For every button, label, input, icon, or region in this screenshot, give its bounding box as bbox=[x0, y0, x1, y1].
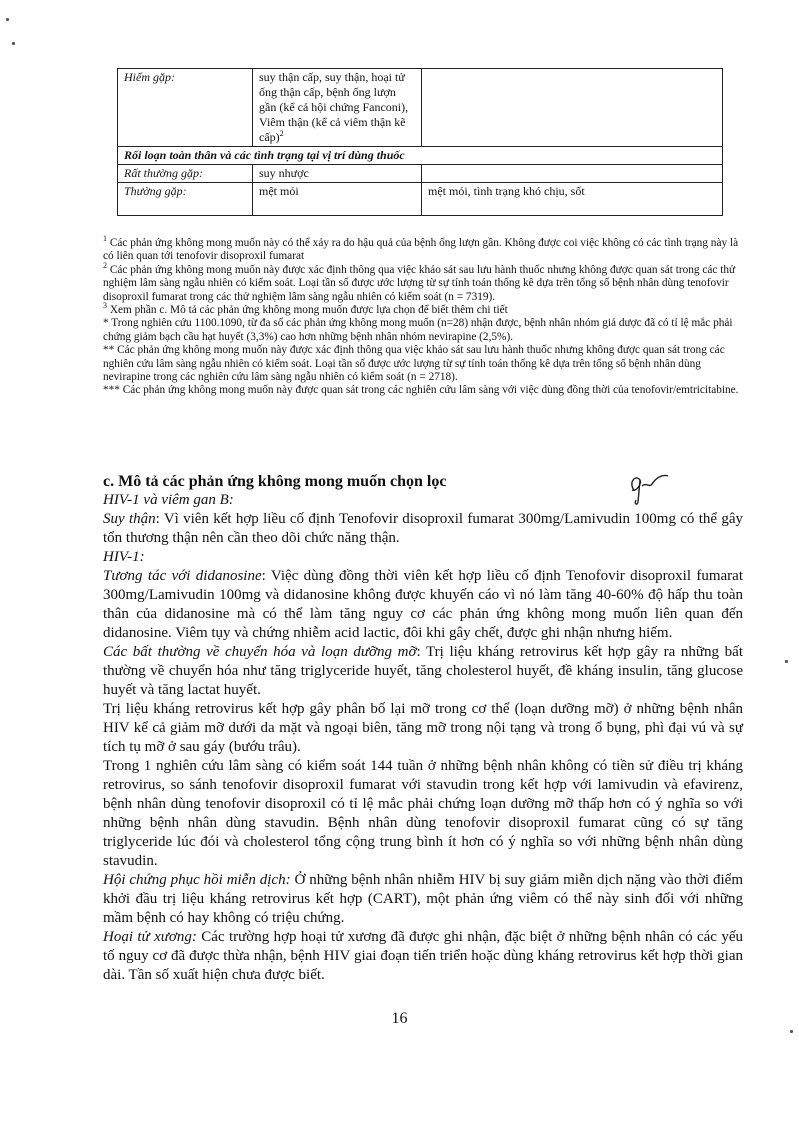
trial-paragraph: Trong 1 nghiên cứu lâm sàng có kiểm soát 144 tuần ở những bệnh nhân không có tiền sử điều trị kháng retrovirus, so sánh tenofovir disoproxil fumarat với stavudin trong kết hợp với lamivudin và efavirenz, bệnh nhân dùng tenofovir disoproxil có tỉ lệ mắc phải chứng loạn dưỡng mỡ thấp hơn có ý nghĩa so với những bệnh nhân dùng stavudin. Bệnh nhân dùng tenofovir disoproxil fumarat cũng có sự tăng triglyceride lúc đói và cholesterol tổng cộng trung bình ít hơn có ý nghĩa so với những bệnh nhân dùng stavudin. bbox=[103, 758, 743, 869]
reaction-cell bbox=[422, 165, 723, 183]
scan-speck bbox=[790, 1030, 793, 1033]
frequency-cell: Hiếm gặp: bbox=[118, 69, 253, 147]
table-section-heading: Rối loạn toàn thân và các tình trạng tại vị trí dùng thuốc bbox=[118, 147, 723, 165]
footnote-star-3: *** Các phản ứng không mong muốn này được quan sát trong các nghiên cứu lâm sàng với việc dùng đồng thời của tenofovir/emtricitabine. bbox=[103, 384, 739, 397]
footnotes bbox=[103, 234, 739, 398]
section-heading: c. Mô tả các phản ứng không mong muốn chọn lọc bbox=[103, 473, 447, 490]
footnote-star-2: ** Các phản ứng không mong muốn này được xác định thông qua việc khảo sát sau lưu hành thuốc nhưng không được quan sát trong các nghiên cứu lâm sàng ngẫu nhiên có kiểm soát. Loại tần số được ước lượng từ sự tính toán thống kê dựa trên tổng số bệnh nhân dùng nevirapine trong các nghiên cứu lâm sàng ngẫu nhiên có kiểm soát (n = 2718). bbox=[103, 344, 725, 384]
reaction-cell: mệt mỏi bbox=[253, 183, 422, 216]
didanosine-paragraph: Tương tác với didanosine: Việc dùng đồng thời viên kết hợp liều cố định Tenofovir disoproxil fumarat 300mg/Lamivudin 100mg và didanosine không được khuyến cáo vì nó làm tăng 40-60% độ hấp thu toàn thân của didanosine mà có thể làm tăng nguy cơ các phản ứng không mong muốn liên quan đến didanosine. Viêm tụy và chứng nhiễm acid lactic, đôi khi gây chết, được ghi nhận nhưng hiếm. bbox=[103, 568, 743, 641]
iris-paragraph: Hội chứng phục hồi miễn dịch: Ở những bệnh nhân nhiễm HIV bị suy giảm miễn dịch nặng vào thời điểm khởi đầu trị liệu kháng retrovirus kết hợp (CART), một phản ứng viêm có thể này sinh đối với những mầm bệnh có hay không có triệu chứng. bbox=[103, 872, 743, 926]
footnote-1: $^1$ Các phản ứng không mong muốn này có thể xảy ra do hậu quả của bệnh ống lượn gần. Không được coi việc không có các tình trạng này là có liên quan tới tenofovir disoproxil fumarat bbox=[103, 234, 739, 263]
frequency-cell: Thường gặp: bbox=[118, 183, 253, 216]
lipodystrophy-paragraph: Trị liệu kháng retrovirus kết hợp gây phân bố lại mỡ trong cơ thể (loạn dưỡng mỡ) ở những bệnh nhân HIV kể cả giảm mỡ dưới da mặt và ngoại biên, tăng mỡ trong nội tạng và trong ổ bụng, phì đại vú và sự tích tụ mỡ ở sau gáy (bướu trâu). bbox=[103, 701, 743, 755]
page-number: 16 bbox=[391, 1010, 408, 1027]
reaction-cell: mệt mỏi, tình trạng khó chịu, sốt bbox=[422, 183, 723, 216]
footnote-star-1: * Trong nghiên cứu 1100.1090, từ đa số các phản ứng không mong muốn (n=28) nhận được, bệnh nhân nhóm giả dược đã có tỉ lệ mắc phải chứng giảm bạch cầu hạt huyết (3,3%) cao hơn những bệnh nhân nhóm nevirapine (2,5%). bbox=[103, 317, 733, 343]
subheading-hiv-hbv: HIV-1 và viêm gan B: bbox=[103, 492, 234, 508]
reaction-cell: suy thận cấp, suy thận, hoại tử ống thận cấp, bệnh ống lượn gần (kể cả hội chứng Fanconi), Viêm thận (kể cả viêm thận kẽ cấp)$^2$ bbox=[253, 69, 422, 147]
footnote-2: $^2$ Các phản ứng không mong muốn này được xác định thông qua việc khảo sát sau lưu hành thuốc nhưng không được quan sát trong các thử nghiệm lâm sàng ngẫu nhiên có kiểm soát. Loại tần số được ước lượng từ sự tính toán thống kê dựa trên tổng số bệnh nhân dùng tenofovir disoproxil fumarat trong các thử nghiệm lâm sàng ngẫu nhiên có kiểm soát (n = 7319). bbox=[103, 261, 736, 303]
renal-paragraph: Suy thận: Vì viên kết hợp liều cố định Tenofovir disoproxil fumarat 300mg/Lamivudin 100mg có thể gây tổn thương thận nên cần theo dõi chức năng thận. bbox=[103, 511, 743, 546]
table-section-row bbox=[118, 147, 723, 165]
scan-speck bbox=[6, 18, 9, 21]
adverse-reactions-table bbox=[117, 68, 723, 216]
scan-speck bbox=[785, 660, 788, 663]
reaction-cell bbox=[422, 69, 723, 147]
frequency-cell: Rất thường gặp: bbox=[118, 165, 253, 183]
selected-adverse-reactions-section bbox=[103, 472, 743, 985]
table-row bbox=[118, 165, 723, 183]
subheading-hiv: HIV-1: bbox=[103, 549, 145, 565]
table-row bbox=[118, 183, 723, 216]
scan-speck bbox=[12, 42, 15, 45]
reaction-cell: suy nhược bbox=[253, 165, 422, 183]
footnote-3: $^3$ Xem phần c. Mô tả các phản ứng không mong muốn được lựa chọn để biết thêm chi tiết bbox=[103, 301, 508, 317]
metabolic-paragraph: Các bất thường về chuyển hóa và loạn dưỡng mỡ: Trị liệu kháng retrovirus kết hợp gây ra những bất thường về chuyển hóa như tăng triglyceride huyết, tăng cholesterol huyết, đề kháng insulin, tăng glucose huyết và tăng lactat huyết. bbox=[103, 644, 743, 698]
table-row bbox=[118, 69, 723, 147]
osteonecrosis-paragraph: Hoại tử xương: Các trường hợp hoại tử xương đã được ghi nhận, đặc biệt ở những bệnh nhân có các yếu tố nguy cơ đã được thừa nhận, bệnh HIV giai đoạn tiến triển hoặc dùng kháng retrovirus kết hợp thời gian dài. Tần số xuất hiện chưa được biết. bbox=[103, 929, 743, 983]
